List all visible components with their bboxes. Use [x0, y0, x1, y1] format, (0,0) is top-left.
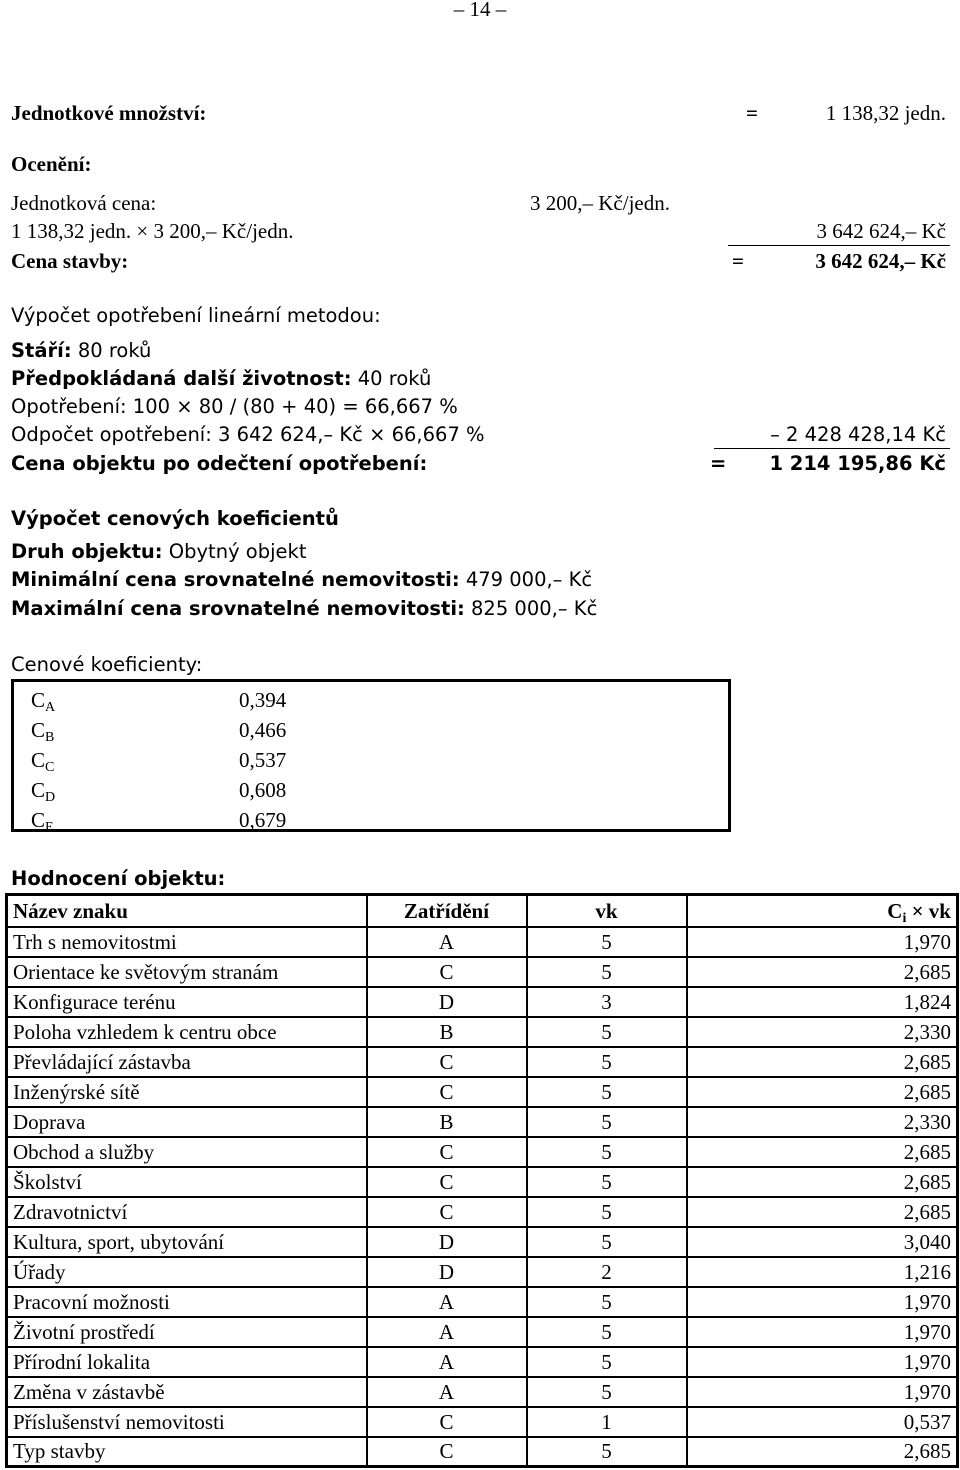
- table-row: [7, 957, 958, 987]
- col-header-class: Zatřídění: [367, 895, 527, 927]
- ci-vk-value: 1,824: [687, 987, 958, 1017]
- table-row: [7, 1077, 958, 1107]
- vk-value: 5: [527, 1317, 687, 1347]
- classification: C: [367, 1137, 527, 1167]
- ci-vk-value: 1,970: [687, 1287, 958, 1317]
- ci-vk-value: 1,970: [687, 927, 958, 957]
- classification: D: [367, 1257, 527, 1287]
- min-price-value: 479 000,– Kč: [459, 568, 593, 591]
- table-row: [7, 1227, 958, 1257]
- building-price-label: Cena stavby:: [11, 249, 129, 273]
- coefficients-box: [11, 679, 731, 835]
- vk-value: 5: [527, 927, 687, 957]
- col-header-ci-vk: $C_i$ × vk: [687, 895, 958, 927]
- criterion-name: Příslušenství nemovitosti: [7, 1407, 367, 1437]
- table-row: [7, 1047, 958, 1077]
- criterion-name: Převládající zástavba: [7, 1047, 367, 1077]
- table-row: [7, 1317, 958, 1347]
- criterion-name: Doprava: [7, 1107, 367, 1137]
- criterion-name: Přírodní lokalita: [7, 1347, 367, 1377]
- depreciation-heading: Výpočet opotřebení lineární metodou:: [11, 304, 381, 327]
- coef-name: $C_B$: [31, 718, 55, 745]
- deduction-rule: [714, 448, 950, 449]
- min-price-line: [11, 567, 592, 593]
- col-header-vk: vk: [527, 895, 687, 927]
- deduction-value: – 2 428 428,14 Kč: [770, 423, 946, 446]
- table-row: [7, 987, 958, 1017]
- table-row: [7, 1107, 958, 1137]
- vk-value: 5: [527, 1167, 687, 1197]
- criterion-name: Úřady: [7, 1257, 367, 1287]
- classification: A: [367, 1317, 527, 1347]
- unit-quantity-label: Jednotkové množství:: [11, 101, 207, 125]
- vk-value: 5: [527, 1437, 687, 1467]
- max-price-value: 825 000,– Kč: [464, 597, 598, 620]
- evaluation-table: [5, 893, 959, 1468]
- criterion-name: Životní prostředí: [7, 1317, 367, 1347]
- sum-rule: [728, 245, 950, 246]
- deduction-line: Odpočet opotřebení: 3 642 624,– Kč × 66,667 %: [11, 423, 485, 446]
- ci-vk-value: 2,685: [687, 1167, 958, 1197]
- coef-name: $C_C$: [31, 748, 55, 775]
- table-row: [7, 1287, 958, 1317]
- classification: C: [367, 1167, 527, 1197]
- coef-name: $C_E$: [31, 808, 54, 835]
- table-row: [7, 1017, 958, 1047]
- object-type-value: Obytný objekt: [162, 540, 307, 563]
- criterion-name: Kultura, sport, ubytování: [7, 1227, 367, 1257]
- classification: A: [367, 927, 527, 957]
- coef-letter: E: [45, 820, 54, 835]
- ci-vk-value: 2,685: [687, 1137, 958, 1167]
- table-row: [7, 1407, 958, 1437]
- classification: C: [367, 1077, 527, 1107]
- age-label: Stáří:: [11, 339, 72, 362]
- coef-letter: A: [45, 700, 56, 715]
- ci-vk-value: 3,040: [687, 1227, 958, 1257]
- vk-value: 3: [527, 987, 687, 1017]
- vk-value: 5: [527, 1077, 687, 1107]
- max-price-line: [11, 596, 597, 622]
- ci-vk-value: 2,685: [687, 1437, 958, 1467]
- ci-vk-value: 2,330: [687, 1107, 958, 1137]
- ci-vk-value: 0,537: [687, 1407, 958, 1437]
- life-value: 40 roků: [351, 367, 432, 390]
- vk-value: 2: [527, 1257, 687, 1287]
- coef-letter: D: [45, 790, 56, 805]
- criterion-name: Změna v zástavbě: [7, 1377, 367, 1407]
- unit-quantity-eq: =: [746, 101, 758, 125]
- vk-value: 5: [527, 1107, 687, 1137]
- calc-label: 1 138,32 jedn. × 3 200,– Kč/jedn.: [11, 219, 294, 243]
- vk-value: 5: [527, 1047, 687, 1077]
- classification: D: [367, 1227, 527, 1257]
- vk-value: 5: [527, 1377, 687, 1407]
- criterion-name: Zdravotnictví: [7, 1197, 367, 1227]
- vk-value: 5: [527, 1197, 687, 1227]
- coef-value: 0,679: [239, 808, 287, 832]
- price-after-eq: =: [710, 452, 727, 475]
- price-after-value: 1 214 195,86 Kč: [769, 452, 946, 475]
- building-price-value: 3 642 624,– Kč: [815, 249, 946, 273]
- wear-line: Opotřebení: 100 × 80 / (80 + 40) = 66,667 %: [11, 395, 458, 418]
- life-line: [11, 366, 431, 392]
- ci-vk-value: 2,685: [687, 1077, 958, 1107]
- criterion-name: Inženýrské sítě: [7, 1077, 367, 1107]
- coef-name: $C_A$: [31, 688, 56, 715]
- classification: C: [367, 1407, 527, 1437]
- unit-price-value: 3 200,– Kč/jedn.: [530, 191, 670, 215]
- table-row: [7, 927, 958, 957]
- table-row: [7, 1167, 958, 1197]
- criterion-name: Školství: [7, 1167, 367, 1197]
- ci-vk-value: 2,330: [687, 1017, 958, 1047]
- criterion-name: Typ stavby: [7, 1437, 367, 1467]
- table-row: [7, 1377, 958, 1407]
- criterion-name: Poloha vzhledem k centru obce: [7, 1017, 367, 1047]
- vk-value: 5: [527, 957, 687, 987]
- evaluation-heading: Hodnocení objektu:: [11, 867, 226, 890]
- min-price-label: Minimální cena srovnatelné nemovitosti:: [11, 568, 460, 591]
- table-row: [7, 1197, 958, 1227]
- table-row: [7, 1137, 958, 1167]
- max-price-label: Maximální cena srovnatelné nemovitosti:: [11, 597, 465, 620]
- vk-value: 5: [527, 1347, 687, 1377]
- coefficients-heading: Cenové koeficienty:: [11, 653, 203, 676]
- age-line: [11, 338, 151, 364]
- classification: A: [367, 1287, 527, 1317]
- coef-value: 0,466: [239, 718, 287, 742]
- calc-value: 3 642 624,– Kč: [816, 219, 946, 243]
- classification: C: [367, 957, 527, 987]
- classification: A: [367, 1377, 527, 1407]
- building-price-eq: =: [732, 249, 744, 273]
- criterion-name: Trh s nemovitostmi: [7, 927, 367, 957]
- classification: C: [367, 1197, 527, 1227]
- object-type-label: Druh objektu:: [11, 540, 163, 563]
- coef-value: 0,537: [239, 748, 287, 772]
- ci-vk-value: 2,685: [687, 1197, 958, 1227]
- classification: C: [367, 1437, 527, 1467]
- coef-calc-heading: Výpočet cenových koeficientů: [11, 507, 339, 530]
- vk-value: 5: [527, 1287, 687, 1317]
- coef-value: 0,608: [239, 778, 287, 802]
- object-type-line: [11, 539, 306, 565]
- coef-letter: C: [45, 760, 55, 775]
- life-label: Předpokládaná další životnost:: [11, 367, 352, 390]
- ci-vk-value: 2,685: [687, 1047, 958, 1077]
- classification: D: [367, 987, 527, 1017]
- price-after-label: Cena objektu po odečtení opotřebení:: [11, 452, 428, 475]
- classification: A: [367, 1347, 527, 1377]
- classification: B: [367, 1107, 527, 1137]
- ci-vk-value: 1,970: [687, 1347, 958, 1377]
- unit-price-label: Jednotková cena:: [11, 191, 157, 215]
- col-header-name: Název znaku: [7, 895, 367, 927]
- page-number: – 14 –: [453, 0, 507, 21]
- criterion-name: Pracovní možnosti: [7, 1287, 367, 1317]
- coef-letter: B: [45, 730, 55, 745]
- table-row: [7, 1347, 958, 1377]
- vk-value: 5: [527, 1227, 687, 1257]
- criterion-name: Orientace ke světovým stranám: [7, 957, 367, 987]
- classification: C: [367, 1047, 527, 1077]
- table-row: [7, 1257, 958, 1287]
- table-row: [7, 1437, 958, 1467]
- ci-vk-value: 2,685: [687, 957, 958, 987]
- coef-name: $C_D$: [31, 778, 56, 805]
- vk-value: 1: [527, 1407, 687, 1437]
- coef-value: 0,394: [239, 688, 287, 712]
- unit-quantity-value: 1 138,32 jedn.: [825, 101, 946, 125]
- criterion-name: Obchod a služby: [7, 1137, 367, 1167]
- age-value: 80 roků: [71, 339, 152, 362]
- vk-value: 5: [527, 1017, 687, 1047]
- table-header-row: [7, 895, 958, 927]
- ci-vk-value: 1,970: [687, 1317, 958, 1347]
- ci-vk-value: 1,216: [687, 1257, 958, 1287]
- criterion-name: Konfigurace terénu: [7, 987, 367, 1017]
- ci-vk-value: 1,970: [687, 1377, 958, 1407]
- valuation-heading: Ocenění:: [11, 152, 92, 176]
- vk-value: 5: [527, 1137, 687, 1167]
- classification: B: [367, 1017, 527, 1047]
